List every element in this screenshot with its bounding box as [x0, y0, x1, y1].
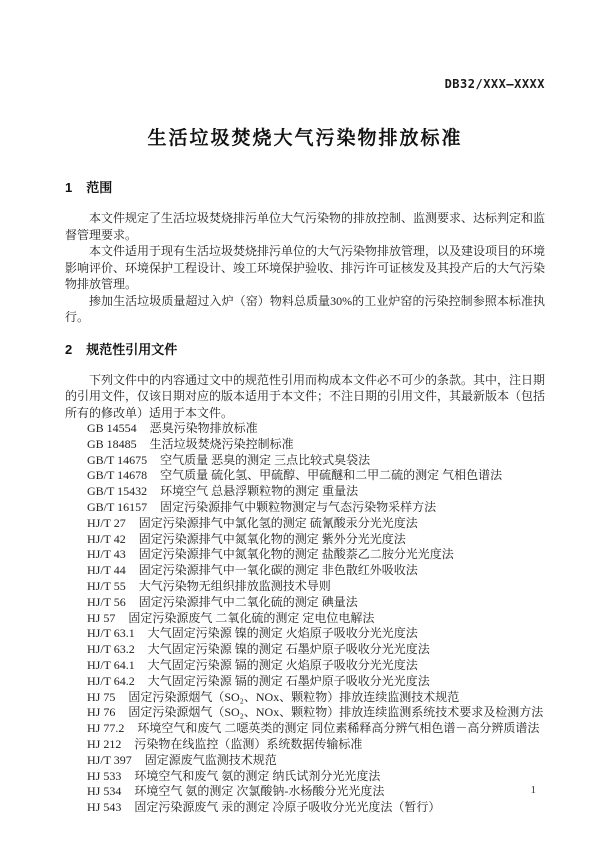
section-heading-label: 规范性引用文件	[86, 341, 178, 357]
reference-title: 环境空气和废气 氨的测定 纳氏试剂分光光度法	[134, 768, 381, 783]
reference-code: GB/T 15432	[87, 484, 148, 499]
reference-item	[65, 642, 545, 658]
standard-number-header: DB32/XXX—XXXX	[444, 77, 545, 91]
reference-title: 固定污染源废气 二氧化硫的测定 定电位电解法	[128, 610, 375, 625]
section-heading-label: 范围	[86, 180, 113, 195]
reference-code: HJ 75	[87, 689, 116, 704]
paragraph-references-intro: 下列文件中的内容通过文中的规范性引用而构成本文件必不可少的条款。其中，注日期的引用文件，仅该日期对应的版本适用于本文件；不注日期的引用文件，其最新版本（包括所有的修改单）适用于本文件。	[65, 372, 546, 420]
reference-item	[65, 784, 545, 800]
reference-item	[65, 769, 545, 785]
reference-item	[65, 421, 545, 437]
reference-item	[65, 705, 545, 721]
page-number: 1	[530, 784, 536, 796]
reference-code: HJ/T 64.1	[87, 657, 135, 672]
reference-title: 固定污染源烟气（SO₂、NOx、颗粒物）排放连续监测技术规范	[128, 689, 460, 704]
reference-item	[65, 468, 545, 484]
reference-title: 固定污染源排气中颗粒物测定与气态污染物采样方法	[160, 499, 437, 514]
reference-code: HJ/T 42	[87, 531, 126, 546]
reference-item	[65, 484, 545, 500]
reference-code: HJ 533	[87, 768, 122, 783]
reference-code: HJ/T 27	[87, 515, 126, 530]
reference-title: 大气固定污染源 镍的测定 石墨炉原子吸收分光光度法	[147, 642, 430, 657]
reference-code: HJ/T 55	[87, 578, 126, 593]
reference-item	[65, 437, 545, 453]
reference-item	[65, 626, 545, 642]
reference-title: 生活垃圾焚烧污染控制标准	[149, 436, 294, 451]
reference-item	[65, 721, 545, 737]
document-title: 生活垃圾焚烧大气污染物排放标准	[147, 128, 463, 149]
reference-title: 大气污染物无组织排放监测技术导则	[138, 578, 331, 593]
paragraph-scope-3: 掺加生活垃圾质量超过入炉（窑）物料总质量30%的工业炉窑的污染控制参照本标准执行。	[65, 293, 545, 324]
reference-title: 空气质量 硫化氢、甲硫醇、甲硫醚和二甲二硫的测定 气相色谱法	[160, 468, 503, 483]
reference-title: 固定污染源排气中氮氧化物的测定 紫外分光光度法	[138, 531, 406, 546]
reference-title: 环境空气 氨的测定 次氯酸钠-水杨酸分光光度法	[134, 784, 385, 799]
reference-code: HJ 57	[87, 610, 116, 625]
reference-code: HJ 543	[87, 800, 122, 815]
reference-code: GB 14554	[87, 421, 137, 435]
reference-code: HJ 76	[87, 705, 116, 720]
reference-item	[65, 500, 545, 516]
reference-code: GB/T 14678	[87, 468, 148, 483]
section-heading-normative-references	[65, 342, 545, 358]
reference-code: HJ/T 56	[87, 594, 126, 609]
reference-title: 环境空气 总悬浮颗粒物的测定 重量法	[160, 484, 359, 499]
document-body	[65, 180, 545, 816]
reference-title: 固定污染源排气中一氧化碳的测定 非色散红外吸收法	[138, 563, 418, 578]
reference-title: 固定污染源排气中氮氧化物的测定 盐酸萘乙二胺分光光度法	[138, 547, 454, 562]
reference-code: HJ 534	[87, 784, 122, 799]
reference-code: GB/T 16157	[87, 499, 148, 514]
reference-item	[65, 563, 545, 579]
reference-code: HJ/T 64.2	[87, 673, 135, 688]
section-number: 1	[65, 180, 73, 195]
reference-item	[65, 753, 545, 769]
reference-item	[65, 690, 545, 706]
reference-code: HJ/T 63.2	[87, 642, 135, 657]
reference-item	[65, 595, 545, 611]
reference-code: HJ 77.2	[87, 721, 125, 736]
reference-title: 固定污染源排气中氯化氢的测定 硫氰酸汞分光光度法	[138, 515, 418, 530]
reference-item	[65, 579, 545, 595]
reference-item	[65, 674, 545, 690]
reference-list	[65, 421, 545, 816]
reference-code: HJ/T 63.1	[87, 626, 135, 641]
reference-title: 恶臭污染物排放标准	[149, 421, 258, 435]
reference-item	[65, 516, 545, 532]
reference-title: 大气固定污染源 镉的测定 火焰原子吸收分光光度法	[147, 657, 418, 672]
reference-item	[65, 547, 545, 563]
reference-title: 大气固定污染源 镉的测定 石墨炉原子吸收分光光度法	[147, 673, 430, 688]
paragraph-scope-2: 本文件适用于现有生活垃圾焚烧排污单位的大气污染物排放管理，以及建设项目的环境影响评价、环境保护工程设计、竣工环境保护验收、排污许可证核发及其投产后的大气污染物排放管理。	[65, 244, 546, 291]
paragraph-scope-1: 本文件规定了生活垃圾焚烧排污单位大气污染物的排放控制、监测要求、达标判定和监督管理要求。	[65, 211, 546, 242]
reference-title: 固定源废气监测技术规范	[144, 752, 277, 767]
reference-item	[65, 532, 545, 548]
reference-title: 固定污染源烟气（SO₂、NOx、颗粒物）排放连续监测系统技术要求及检测方法	[128, 705, 544, 720]
reference-code: HJ/T 397	[87, 752, 132, 767]
section-number: 2	[65, 341, 73, 357]
reference-title: 空气质量 恶臭的测定 三点比较式臭袋法	[160, 452, 371, 467]
reference-item	[65, 737, 545, 753]
reference-title: 固定污染源废气 汞的测定 冷原子吸收分光光度法（暂行）	[134, 800, 441, 815]
reference-code: GB/T 14675	[87, 452, 148, 467]
reference-code: HJ/T 44	[87, 563, 126, 578]
reference-code: HJ/T 43	[87, 547, 126, 562]
reference-code: HJ 212	[87, 736, 122, 751]
reference-item	[65, 453, 545, 469]
reference-title: 污染物在线监控（监测）系统数据传输标准	[134, 736, 363, 751]
reference-item	[65, 800, 545, 816]
reference-title: 环境空气和废气 二噁英类的测定 同位素稀释高分辨气相色谱－高分辨质谱法	[137, 721, 540, 736]
reference-code: GB 18485	[87, 436, 137, 451]
reference-item	[65, 611, 545, 627]
reference-title: 固定污染源排气中二氧化硫的测定 碘量法	[138, 594, 358, 609]
reference-title: 大气固定污染源 镍的测定 火焰原子吸收分光光度法	[147, 626, 418, 641]
reference-item	[65, 658, 545, 674]
section-heading-scope	[65, 180, 545, 196]
